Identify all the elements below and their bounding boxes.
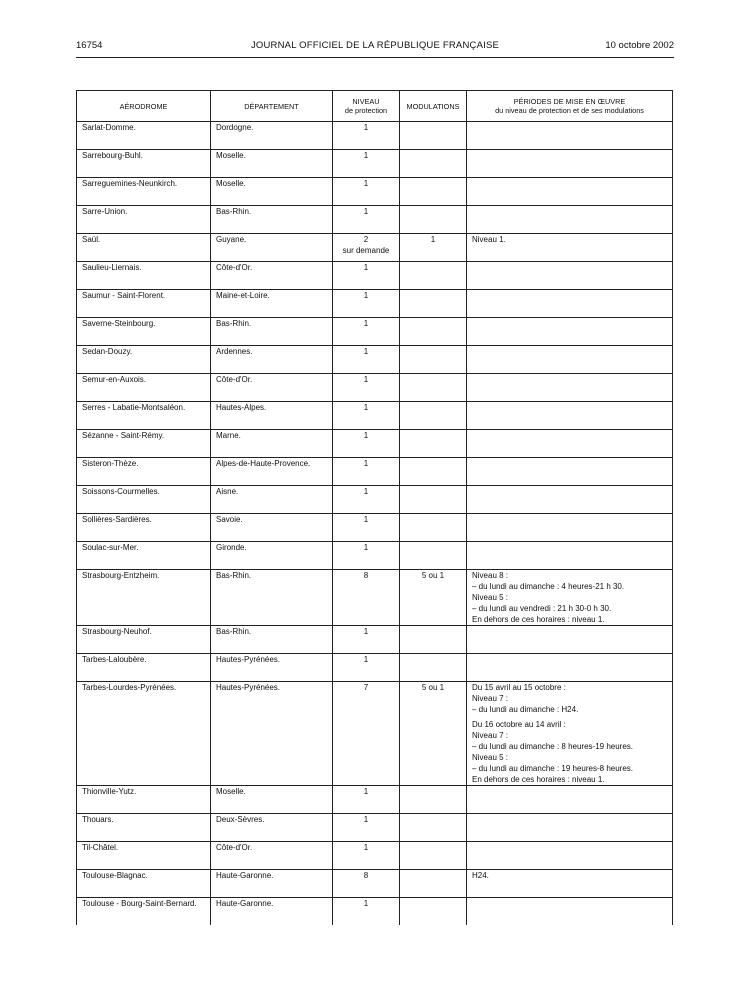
- niveau-line: 1: [363, 843, 369, 852]
- modulations-cell: [400, 786, 467, 814]
- table-row: [77, 262, 673, 290]
- modulations-cell: [400, 842, 467, 870]
- table-row: [77, 542, 673, 570]
- periodes-cell: [467, 514, 673, 542]
- modulations-cell: [400, 374, 467, 402]
- niveau-line: 1: [363, 655, 369, 664]
- niveau-cell: [333, 898, 400, 926]
- modulations-cell: [400, 290, 467, 318]
- column-header-niveau: [333, 91, 400, 122]
- table-row: [77, 486, 673, 514]
- column-header-aerodrome: AÉRODROME: [77, 91, 211, 122]
- periodes-cell: [467, 122, 673, 150]
- aerodrome-cell: Toulouse - Bourg-Saint-Bernard.: [77, 898, 211, 926]
- aerodrome-cell: Til-Châtel.: [77, 842, 211, 870]
- table-row: [77, 318, 673, 346]
- modulations-cell: [400, 514, 467, 542]
- table-row: [77, 430, 673, 458]
- column-header-periodes-line2: du niveau de protection et de ses modulations: [495, 106, 644, 115]
- table-row: [77, 870, 673, 898]
- periodes-cell: [467, 814, 673, 842]
- modulations-cell: [400, 870, 467, 898]
- aerodrome-cell: Soulac-sur-Mer.: [77, 542, 211, 570]
- niveau-line: 1: [363, 207, 369, 216]
- aerodrome-cell: Saumur - Saint-Florent.: [77, 290, 211, 318]
- departement-cell: Bas-Rhin.: [211, 318, 333, 346]
- periodes-cell: [467, 898, 673, 926]
- periode-line: – du lundi au dimanche : 4 heures-21 h 30.: [472, 582, 625, 591]
- periodes-cell: [467, 786, 673, 814]
- aerodrome-cell: Sollières-Sardières.: [77, 514, 211, 542]
- modulations-cell: [400, 898, 467, 926]
- niveau-cell: [333, 290, 400, 318]
- niveau-cell: [333, 870, 400, 898]
- departement-cell: Haute-Garonne.: [211, 870, 333, 898]
- aerodrome-cell: Thionville-Yutz.: [77, 786, 211, 814]
- modulations-cell: 5 ou 1: [400, 570, 467, 626]
- departement-cell: Moselle.: [211, 786, 333, 814]
- column-header-modulations: MODULATIONS: [400, 91, 467, 122]
- table-body: [77, 122, 673, 926]
- departement-cell: Deux-Sèvres.: [211, 814, 333, 842]
- modulations-cell: [400, 318, 467, 346]
- niveau-line: 1: [363, 787, 369, 796]
- table-row: [77, 626, 673, 654]
- periode-line: Niveau 8 :: [472, 571, 509, 580]
- aerodrome-cell: Sarreguemines-Neunkirch.: [77, 178, 211, 206]
- aerodrome-cell: Sisteron-Thèze.: [77, 458, 211, 486]
- departement-cell: Marne.: [211, 430, 333, 458]
- departement-cell: Hautes-Pyrénées.: [211, 654, 333, 682]
- periodes-cell: [467, 150, 673, 178]
- niveau-line: 2: [363, 235, 369, 244]
- niveau-line: 1: [363, 263, 369, 272]
- modulations-cell: [400, 814, 467, 842]
- table-row: [77, 842, 673, 870]
- departement-cell: Côte-d'Or.: [211, 262, 333, 290]
- column-header-periodes: [467, 91, 673, 122]
- column-header-periodes-line1: PÉRIODES DE MISE EN ŒUVRE: [513, 97, 626, 106]
- departement-cell: Côte-d'Or.: [211, 842, 333, 870]
- periodes-cell: [467, 654, 673, 682]
- periodes-cell: [467, 626, 673, 654]
- modulations-cell: [400, 542, 467, 570]
- niveau-line: 1: [363, 515, 369, 524]
- departement-cell: Hautes-Pyrénées.: [211, 682, 333, 786]
- departement-cell: Bas-Rhin.: [211, 570, 333, 626]
- aerodrome-cell: Strasbourg-Entzheim.: [77, 570, 211, 626]
- niveau-line: 1: [363, 291, 369, 300]
- journal-title: JOURNAL OFFICIEL DE LA RÉPUBLIQUE FRANÇAISE: [250, 40, 500, 51]
- departement-cell: Maine-et-Loire.: [211, 290, 333, 318]
- periode-line: Niveau 5 :: [472, 753, 509, 762]
- periodes-cell: [467, 346, 673, 374]
- table-row: [77, 814, 673, 842]
- niveau-line: 1: [363, 347, 369, 356]
- table-row: [77, 402, 673, 430]
- niveau-cell: [333, 814, 400, 842]
- periodes-cell: [467, 570, 673, 626]
- niveau-cell: [333, 178, 400, 206]
- modulations-cell: [400, 458, 467, 486]
- periodes-cell: [467, 290, 673, 318]
- niveau-cell: [333, 206, 400, 234]
- table-row: [77, 458, 673, 486]
- header-rule: [76, 57, 674, 58]
- niveau-cell: [333, 150, 400, 178]
- departement-cell: Bas-Rhin.: [211, 206, 333, 234]
- periode-line: Niveau 7 :: [472, 694, 509, 703]
- periode-line: Niveau 7 :: [472, 731, 509, 740]
- modulations-cell: [400, 150, 467, 178]
- niveau-line: 1: [363, 375, 369, 384]
- aerodrome-cell: Serres - Labatie-Montsaléon.: [77, 402, 211, 430]
- table-header-row: [77, 91, 673, 122]
- table-row: [77, 374, 673, 402]
- niveau-line: sur demande: [342, 246, 390, 255]
- niveau-line: 1: [363, 151, 369, 160]
- periodes-cell: [467, 262, 673, 290]
- table-row: [77, 290, 673, 318]
- niveau-cell: [333, 486, 400, 514]
- aerodrome-cell: Soissons-Courmelles.: [77, 486, 211, 514]
- departement-cell: Aisne.: [211, 486, 333, 514]
- table-row: [77, 682, 673, 786]
- niveau-cell: [333, 318, 400, 346]
- aerodrome-cell: Tarbes-Laloubère.: [77, 654, 211, 682]
- niveau-line: 1: [363, 627, 369, 636]
- niveau-cell: [333, 842, 400, 870]
- periode-line: Du 15 avril au 15 octobre :: [472, 683, 566, 692]
- table-row: [77, 150, 673, 178]
- departement-cell: Gironde.: [211, 542, 333, 570]
- aerodrome-cell: Sézanne - Saint-Rémy.: [77, 430, 211, 458]
- departement-cell: Bas-Rhin.: [211, 626, 333, 654]
- departement-cell: Côte-d'Or.: [211, 374, 333, 402]
- periode-line: – du lundi au dimanche : 19 heures-8 heures.: [472, 764, 633, 773]
- periode-line: Niveau 1.: [472, 235, 506, 244]
- niveau-cell: [333, 402, 400, 430]
- aerodrome-cell: Saverne-Steinbourg.: [77, 318, 211, 346]
- periode-line: – du lundi au dimanche : 8 heures-19 heures.: [472, 742, 633, 751]
- niveau-cell: [333, 542, 400, 570]
- modulations-cell: [400, 430, 467, 458]
- niveau-line: 1: [363, 487, 369, 496]
- periodes-cell: [467, 486, 673, 514]
- periode-line: En dehors de ces horaires : niveau 1.: [472, 775, 605, 784]
- table-row: [77, 206, 673, 234]
- modulations-cell: [400, 654, 467, 682]
- aerodrome-cell: Saül.: [77, 234, 211, 262]
- modulations-cell: [400, 402, 467, 430]
- periode-line: En dehors de ces horaires : niveau 1.: [472, 615, 605, 624]
- departement-cell: Ardennes.: [211, 346, 333, 374]
- periodes-cell: [467, 318, 673, 346]
- table-row: [77, 178, 673, 206]
- periodes-cell: [467, 430, 673, 458]
- column-header-niveau-line1: NIVEAU: [352, 97, 380, 106]
- table-row: [77, 234, 673, 262]
- departement-cell: Savoie.: [211, 514, 333, 542]
- periode-line: Du 16 octobre au 14 avril :: [472, 720, 566, 729]
- aerodrome-cell: Sarre-Union.: [77, 206, 211, 234]
- niveau-line: 1: [363, 179, 369, 188]
- aerodrome-cell: Thouars.: [77, 814, 211, 842]
- niveau-cell: [333, 122, 400, 150]
- niveau-cell: [333, 234, 400, 262]
- aerodrome-cell: Toulouse-Blagnac.: [77, 870, 211, 898]
- modulations-cell: [400, 262, 467, 290]
- aerodrome-cell: Tarbes-Lourdes-Pyrénées.: [77, 682, 211, 786]
- niveau-cell: [333, 374, 400, 402]
- column-header-departement: DÉPARTEMENT: [211, 91, 333, 122]
- periodes-cell: [467, 458, 673, 486]
- departement-cell: Hautes-Alpes.: [211, 402, 333, 430]
- departement-cell: Dordogne.: [211, 122, 333, 150]
- modulations-cell: [400, 122, 467, 150]
- modulations-cell: [400, 178, 467, 206]
- niveau-line: 1: [363, 459, 369, 468]
- table-row: [77, 898, 673, 926]
- periode-line: – du lundi au dimanche : H24.: [472, 705, 579, 714]
- page-number: 16754: [76, 40, 103, 51]
- modulations-cell: 1: [400, 234, 467, 262]
- departement-cell: Moselle.: [211, 150, 333, 178]
- modulations-cell: [400, 626, 467, 654]
- table-row: [77, 346, 673, 374]
- modulations-cell: [400, 206, 467, 234]
- periodes-cell: [467, 870, 673, 898]
- aerodrome-table: [76, 90, 673, 925]
- column-header-niveau-line2: de protection: [344, 106, 388, 115]
- table-row: [77, 654, 673, 682]
- niveau-cell: [333, 458, 400, 486]
- niveau-line: 1: [363, 403, 369, 412]
- table-row: [77, 514, 673, 542]
- niveau-line: 8: [363, 871, 369, 880]
- periodes-cell: [467, 402, 673, 430]
- periodes-cell: [467, 842, 673, 870]
- niveau-cell: [333, 346, 400, 374]
- departement-cell: Moselle.: [211, 178, 333, 206]
- periode-line: Niveau 5 :: [472, 593, 509, 602]
- departement-cell: Haute-Garonne.: [211, 898, 333, 926]
- periodes-cell: [467, 234, 673, 262]
- aerodrome-cell: Sarrebourg-Buhl.: [77, 150, 211, 178]
- issue-date: 10 octobre 2002: [605, 40, 674, 51]
- aerodrome-cell: Sarlat-Domme.: [77, 122, 211, 150]
- niveau-line: 8: [363, 571, 369, 580]
- aerodrome-cell: Saulieu-Liernais.: [77, 262, 211, 290]
- niveau-cell: [333, 626, 400, 654]
- periodes-cell: [467, 374, 673, 402]
- periode-line: – du lundi au vendredi : 21 h 30-0 h 30.: [472, 604, 612, 613]
- page-header: [76, 40, 674, 54]
- niveau-cell: [333, 786, 400, 814]
- departement-cell: Alpes-de-Haute-Provence.: [211, 458, 333, 486]
- periodes-cell: [467, 206, 673, 234]
- niveau-line: 7: [363, 683, 369, 692]
- table-row: [77, 786, 673, 814]
- modulations-cell: 5 ou 1: [400, 682, 467, 786]
- niveau-line: 1: [363, 123, 369, 132]
- periodes-cell: [467, 542, 673, 570]
- niveau-cell: [333, 570, 400, 626]
- aerodrome-cell: Semur-en-Auxois.: [77, 374, 211, 402]
- departement-cell: Guyane.: [211, 234, 333, 262]
- niveau-line: 1: [363, 543, 369, 552]
- niveau-line: 1: [363, 319, 369, 328]
- niveau-line: 1: [363, 815, 369, 824]
- modulations-cell: [400, 346, 467, 374]
- table-row: [77, 122, 673, 150]
- niveau-cell: [333, 654, 400, 682]
- modulations-cell: [400, 486, 467, 514]
- niveau-line: 1: [363, 899, 369, 908]
- niveau-cell: [333, 514, 400, 542]
- table-row: [77, 570, 673, 626]
- niveau-cell: [333, 262, 400, 290]
- periode-line: H24.: [472, 871, 489, 880]
- niveau-line: 1: [363, 431, 369, 440]
- niveau-cell: [333, 682, 400, 786]
- periodes-cell: [467, 682, 673, 786]
- aerodrome-cell: Sedan-Douzy.: [77, 346, 211, 374]
- periodes-cell: [467, 178, 673, 206]
- aerodrome-cell: Strasbourg-Neuhof.: [77, 626, 211, 654]
- niveau-cell: [333, 430, 400, 458]
